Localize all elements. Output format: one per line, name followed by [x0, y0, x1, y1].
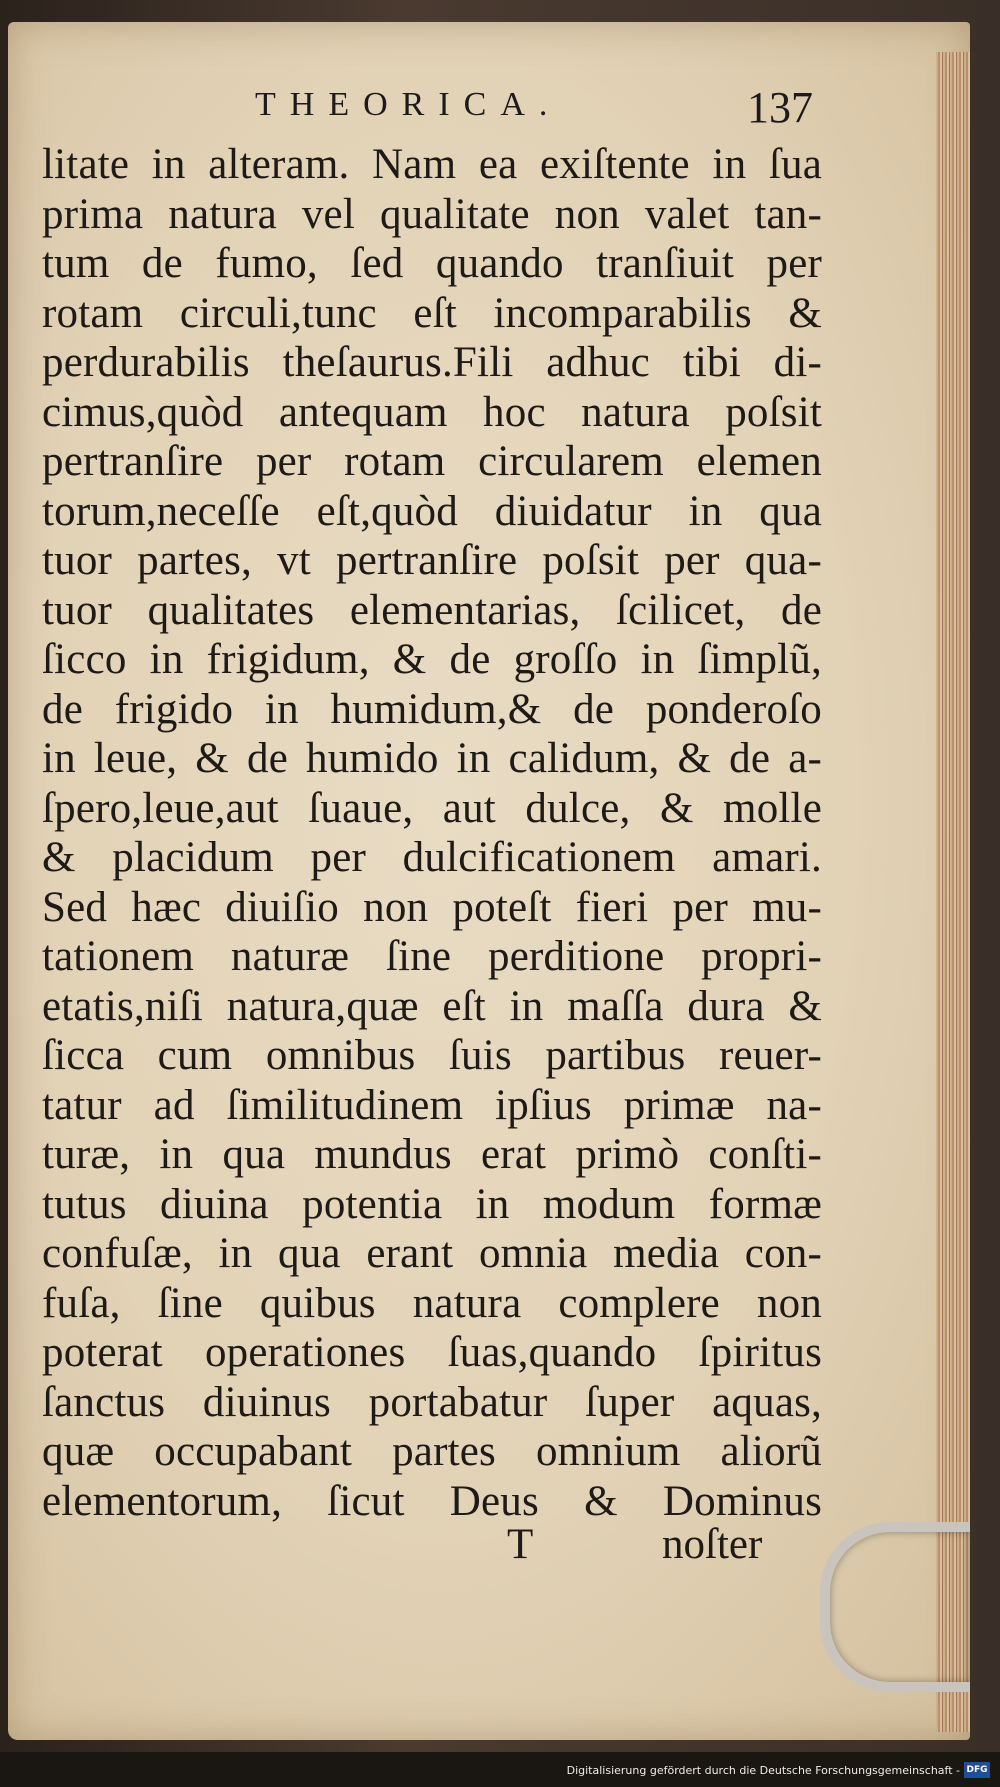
text-line: elementorum, ſicut Deus & Dominus — [42, 1477, 822, 1525]
text-line: confuſæ, in qua erant omnia media con- — [42, 1230, 822, 1277]
text-line: tum de fumo, ſed quando tranſiuit per — [42, 240, 822, 287]
text-line: litate in alteram. Nam ea exiſtente in ſua — [42, 141, 822, 188]
text-line: tuor partes, vt pertranſire poſsit per qua- — [42, 537, 822, 584]
text-line: torum,neceſſe eſt,quòd diuidatur in qua — [42, 487, 822, 535]
text-line: tuor qualitates elementarias, ſcilicet, de — [42, 586, 822, 634]
text-line: fuſa, ſine quibus natura complere non — [42, 1279, 822, 1327]
text-line: ſicca cum omnibus ſuis partibus reuer- — [42, 1032, 822, 1079]
text-line: etatis,niſi natura,quæ eſt in maſſa dura & — [42, 982, 822, 1030]
text-line: Sed hæc diuiſio non poteſt fieri per mu- — [42, 883, 822, 931]
text-line: tatur ad ſimilitudinem ipſius primæ na- — [42, 1081, 822, 1129]
text-line: cimus,quòd antequam hoc natura poſsit — [42, 388, 822, 436]
page-header — [255, 82, 815, 142]
text-line: perdurabilis theſaurus.Fili adhuc tibi di- — [42, 339, 822, 386]
text-line: de frigido in humidum,& de ponderoſo — [42, 685, 822, 733]
text-line: turæ, in qua mundus erat primò conſti- — [42, 1131, 822, 1178]
text-line: tutus diuina potentia in modum formæ — [42, 1180, 822, 1228]
text-line: tationem naturæ ſine perditione propri- — [42, 933, 822, 980]
page-clip — [820, 1522, 970, 1692]
page-edge — [936, 52, 970, 1732]
running-head: THEORICA. — [255, 86, 562, 123]
text-line: ſpero,leue,aut ſuaue, aut dulce, & molle — [42, 784, 822, 832]
signature-mark: T — [507, 1521, 534, 1568]
text-line: pertranſire per rotam circularem elemen — [42, 438, 822, 485]
text-line: & placidum per dulcificationem amari. — [42, 834, 822, 881]
funding-credit: Digitalisierung gefördert durch die Deutsche Forschungsgemeinschaft - — [566, 1764, 960, 1777]
text-line: quæ occupabant partes omnium aliorũ — [42, 1428, 822, 1475]
catchline — [42, 1520, 822, 1570]
text-line: in leue, & de humido in calidum, & de a- — [42, 735, 822, 782]
text-line: ſanctus diuinus portabatur ſuper aquas, — [42, 1378, 822, 1426]
text-line: prima natura vel qualitate non valet tan- — [42, 190, 822, 238]
text-line: ſicco in frigidum, & de groſſo in ſimplũ, — [42, 636, 822, 683]
text-line: rotam circuli,tunc eſt incomparabilis & — [42, 289, 822, 337]
body-text — [42, 140, 822, 1526]
text-line: poterat operationes ſuas,quando ſpiritus — [42, 1329, 822, 1376]
catchword: noſter — [662, 1521, 763, 1568]
dfg-logo: DFG — [964, 1762, 990, 1778]
page-number: 137 — [747, 83, 813, 132]
